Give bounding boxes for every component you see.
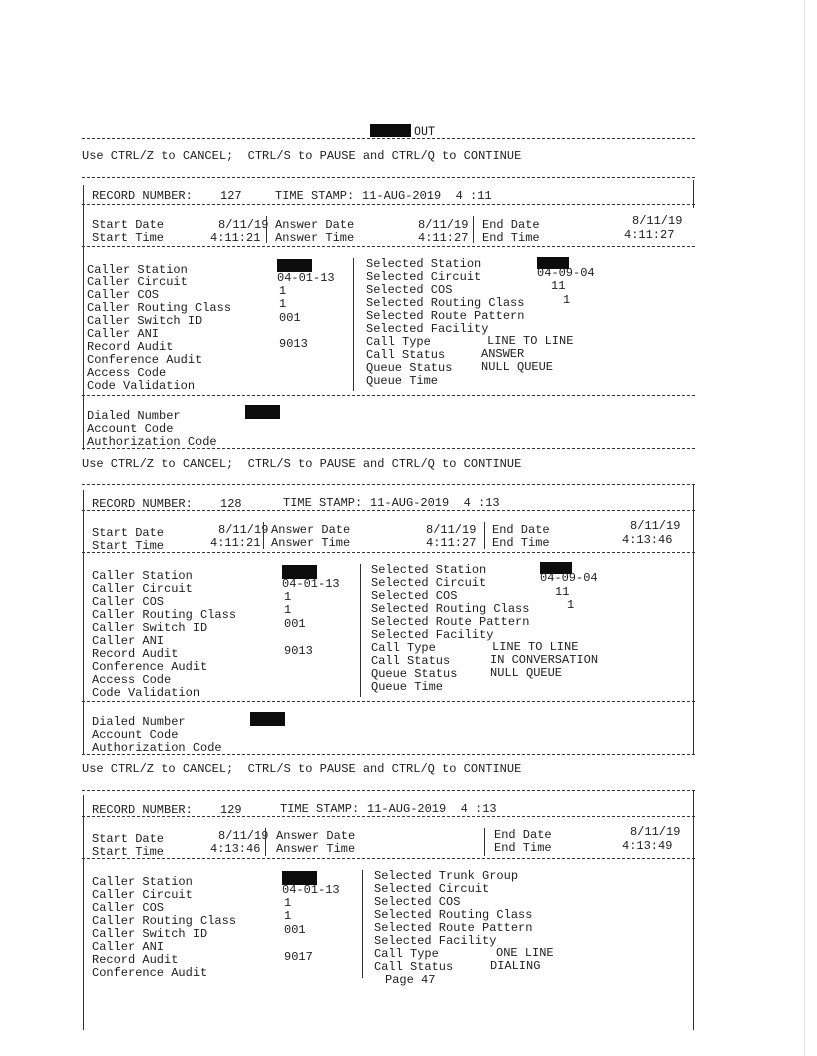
call-type: LINE TO LINE [487,334,574,348]
caller-circuit-label: Caller Circuit [92,582,193,596]
caller-routing-class: 1 [279,297,287,311]
record-left-edge [83,490,84,755]
start-date: 8/11/19 [218,829,269,843]
selected-route-pattern-label: Selected Route Pattern [374,921,533,935]
caller-ani-label: Caller ANI [87,327,160,341]
time-stamp-label: TIME STAMP: [275,189,355,203]
end-time: 4:11:27 [624,228,675,242]
dialed-number-redaction [250,712,285,726]
end-date: 8/11/19 [632,214,683,228]
conference-audit-label: Conference Audit [87,353,203,367]
call-type-label: Call Type [366,335,431,349]
header-out-label: OUT [414,124,435,138]
instruction-line: Use CTRL/Z to CANCEL; CTRL/S to PAUSE and CTRL/Q to CONTINUE [82,762,522,776]
dialed-number-label: Dialed Number [92,715,186,729]
divider [263,522,264,549]
rule [82,510,695,511]
call-status-label: Call Status [371,654,451,668]
caller-switch-id-label: Caller Switch ID [87,314,203,328]
caller-routing-class-label: Caller Routing Class [92,914,237,928]
call-type-label: Call Type [374,947,439,961]
access-code-label: Access Code [92,673,172,687]
caller-cos-label: Caller COS [87,288,160,302]
time-stamp-label: TIME STAMP: [280,802,360,816]
record-bottom-rule [82,448,695,449]
end-date-label: End Date [492,523,550,537]
selected-routing-class-label: Selected Routing Class [366,296,525,310]
caller-switch-id-label: Caller Switch ID [92,927,208,941]
caller-cos: 1 [284,896,292,910]
record-number: 128 [220,497,242,511]
caller-ani-label: Caller ANI [92,940,165,954]
divider [353,258,354,391]
queue-time-label: Queue Time [371,680,444,694]
selected-facility-label: Selected Facility [374,934,497,948]
record-bottom-rule [82,754,695,755]
end-time-label: End Time [492,536,550,550]
call-status: IN CONVERSATION [490,653,599,667]
answer-date: 8/11/19 [418,218,469,232]
record-left-edge [83,185,84,450]
queue-status-label: Queue Status [371,667,458,681]
rule [82,858,695,859]
caller-station-label: Caller Station [92,875,193,889]
divider [266,216,267,243]
time-stamp: 11-AUG-2019 4 :13 [370,496,500,510]
end-time: 4:13:46 [622,533,673,547]
rule [82,701,695,702]
record-top-rule [82,484,695,485]
caller-circuit-label: Caller Circuit [87,275,188,289]
caller-station-label: Caller Station [92,569,193,583]
end-date: 8/11/19 [630,519,681,533]
start-date-label: Start Date [92,832,165,846]
code-validation-label: Code Validation [92,686,201,700]
rule [82,816,695,817]
header-rule [82,138,695,139]
queue-status: NULL QUEUE [490,666,563,680]
caller-routing-class-label: Caller Routing Class [87,301,232,315]
selected-routing-class: 1 [567,598,575,612]
dialed-number-label: Dialed Number [87,409,181,423]
authorization-code-label: Authorization Code [87,435,217,449]
queue-status: NULL QUEUE [481,360,554,374]
divider [473,216,474,243]
record-number-label: RECORD NUMBER: [92,497,193,511]
start-date: 8/11/19 [218,218,269,232]
start-time: 4:11:21 [210,231,261,245]
caller-cos-label: Caller COS [92,595,165,609]
answer-time: 4:11:27 [418,231,469,245]
call-type: ONE LINE [496,946,554,960]
answer-time-label: Answer Time [275,231,355,245]
access-code-label: Access Code [87,366,167,380]
caller-routing-class: 1 [284,909,292,923]
caller-circuit: 04-01-13 [282,577,340,591]
selected-facility-label: Selected Facility [366,322,489,336]
selected-routing-class: 1 [563,293,571,307]
record-top-rule [82,177,695,178]
conference-audit-label: Conference Audit [92,966,208,980]
record-audit-label: Record Audit [92,953,179,967]
selected-circuit-label: Selected Circuit [366,270,482,284]
code-validation-label: Code Validation [87,379,196,393]
dialed-number-redaction [245,405,280,419]
start-date-label: Start Date [92,526,165,540]
selected-circuit: 04-09-04 [537,266,595,280]
record-number-label: RECORD NUMBER: [92,803,193,817]
divider [360,564,361,697]
selected-trunk-group-label: Selected Trunk Group [374,869,519,883]
divider [265,828,266,856]
page-number: Page 47 [385,973,436,987]
selected-station-label: Selected Station [371,563,487,577]
record-right-edge [693,790,694,1030]
answer-time-label: Answer Time [271,536,351,550]
rule [82,395,695,396]
call-status: DIALING [490,959,541,973]
end-date-label: End Date [494,828,552,842]
selected-routing-class-label: Selected Routing Class [371,602,530,616]
call-status: ANSWER [481,347,525,361]
queue-time-label: Queue Time [366,374,439,388]
selected-cos: 11 [551,279,566,293]
record-number: 127 [220,189,242,203]
start-time: 4:13:46 [210,842,261,856]
account-code-label: Account Code [87,422,174,436]
end-time: 4:13:49 [622,839,673,853]
caller-circuit-label: Caller Circuit [92,888,193,902]
start-date: 8/11/19 [218,523,269,537]
instruction-line: Use CTRL/Z to CANCEL; CTRL/S to PAUSE and CTRL/Q to CONTINUE [82,149,522,163]
start-time-label: Start Time [92,231,165,245]
authorization-code-label: Authorization Code [92,741,222,755]
end-date: 8/11/19 [630,825,681,839]
record-audit: 9013 [279,337,308,351]
start-time-label: Start Time [92,539,165,553]
start-time-label: Start Time [92,845,165,859]
divider [484,828,485,856]
rule [82,552,695,553]
record-top-rule [82,790,695,791]
caller-circuit: 04-01-13 [277,271,335,285]
caller-switch-id: 001 [284,923,306,937]
selected-station-label: Selected Station [366,257,482,271]
rule [82,204,695,205]
page-edge-shadow [804,0,805,1056]
divider [484,522,485,549]
selected-routing-class-label: Selected Routing Class [374,908,533,922]
selected-route-pattern-label: Selected Route Pattern [371,615,530,629]
call-type-label: Call Type [371,641,436,655]
record-left-edge [83,795,84,1030]
answer-date-label: Answer Date [276,829,356,843]
start-time: 4:11:21 [210,536,261,550]
caller-station-label: Caller Station [87,263,188,277]
record-audit-label: Record Audit [87,340,174,354]
record-audit-label: Record Audit [92,647,179,661]
caller-cos-label: Caller COS [92,901,165,915]
header-redaction [370,124,411,137]
call-status-label: Call Status [366,348,446,362]
end-date-label: End Date [482,218,540,232]
end-time-label: End Time [482,231,540,245]
time-stamp: 11-AUG-2019 4 :11 [362,189,492,203]
record-right-edge [693,484,694,754]
selected-circuit-label: Selected Circuit [371,576,487,590]
record-audit: 9013 [284,644,313,658]
selected-cos-label: Selected COS [371,589,458,603]
divider [362,870,363,978]
selected-route-pattern-label: Selected Route Pattern [366,309,525,323]
end-time-label: End Time [494,841,552,855]
call-type: LINE TO LINE [492,640,579,654]
selected-facility-label: Selected Facility [371,628,494,642]
selected-cos: 11 [555,585,570,599]
call-status-label: Call Status [374,960,454,974]
caller-switch-id-label: Caller Switch ID [92,621,208,635]
instruction-line: Use CTRL/Z to CANCEL; CTRL/S to PAUSE and CTRL/Q to CONTINUE [82,457,522,471]
queue-status-label: Queue Status [366,361,453,375]
record-number-label: RECORD NUMBER: [92,189,193,203]
selected-cos-label: Selected COS [366,283,453,297]
account-code-label: Account Code [92,728,179,742]
caller-cos: 1 [279,284,287,298]
caller-routing-class: 1 [284,603,292,617]
record-number: 129 [220,803,242,817]
answer-date-label: Answer Date [275,218,355,232]
caller-ani-label: Caller ANI [92,634,165,648]
caller-cos: 1 [284,590,292,604]
time-stamp-label: TIME STAMP: [283,496,363,510]
conference-audit-label: Conference Audit [92,660,208,674]
caller-switch-id: 001 [284,617,306,631]
selected-circuit-label: Selected Circuit [374,882,490,896]
answer-date-label: Answer Date [271,523,351,537]
start-date-label: Start Date [92,218,165,232]
caller-routing-class-label: Caller Routing Class [92,608,237,622]
record-audit: 9017 [284,950,313,964]
selected-cos-label: Selected COS [374,895,461,909]
answer-time: 4:11:27 [426,536,477,550]
answer-time-label: Answer Time [276,842,356,856]
caller-circuit: 04-01-13 [282,883,340,897]
selected-circuit: 04-09-04 [540,571,598,585]
answer-date: 8/11/19 [426,523,477,537]
time-stamp: 11-AUG-2019 4 :13 [367,802,497,816]
rule [82,246,695,247]
caller-switch-id: 001 [279,311,301,325]
